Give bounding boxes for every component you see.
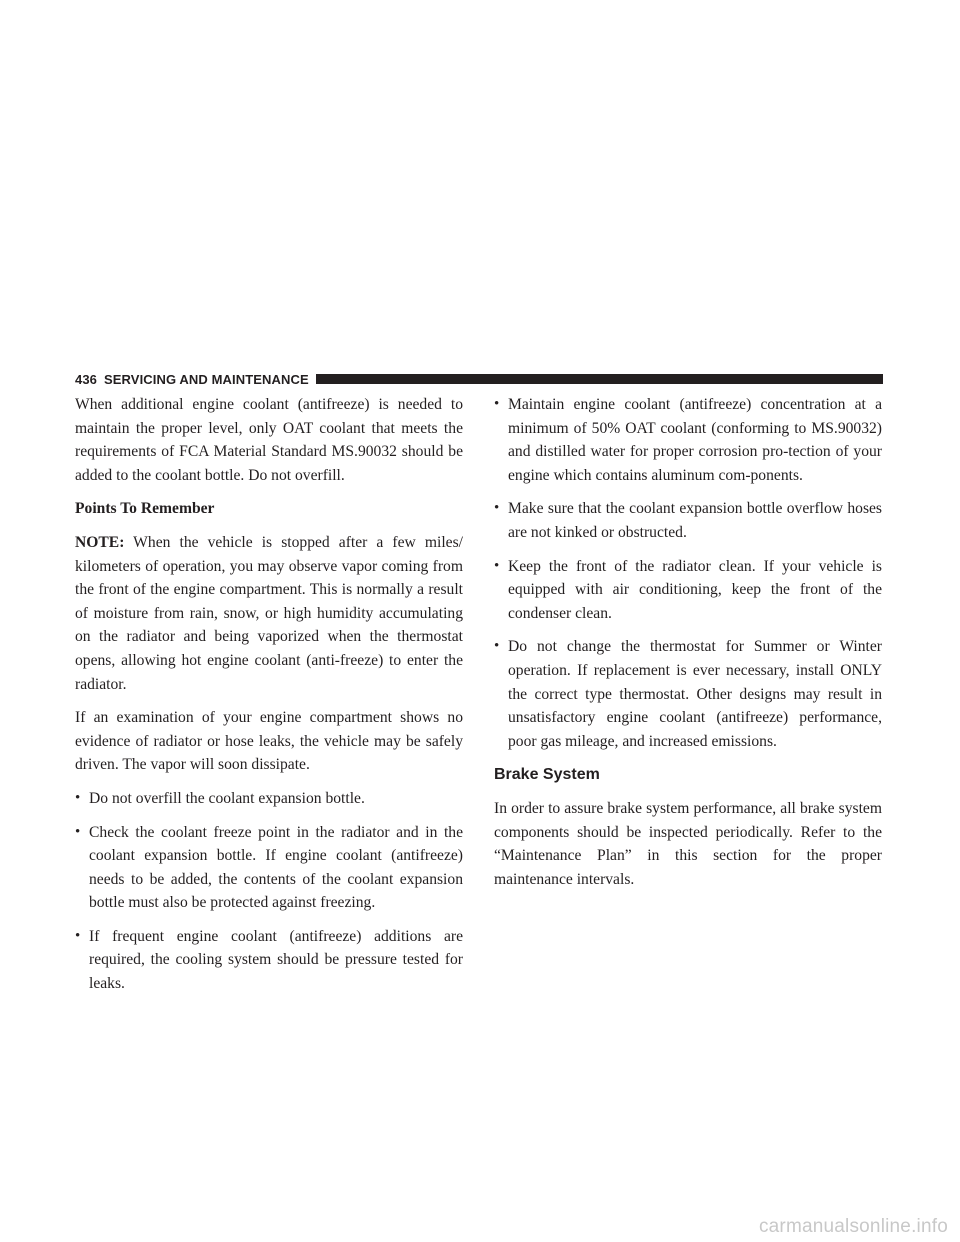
list-item [75,925,463,996]
bullet-icon: • [75,823,81,840]
list-item [75,821,463,915]
page-number: 436 [75,371,97,387]
bullet-icon: • [75,789,81,806]
points-to-remember-heading: Points To Remember [75,500,215,518]
bullet-icon: • [494,638,500,655]
list-item-text: Make sure that the coolant expansion bottle overflow hoses are not kinked or obstructed. [508,500,882,541]
brake-system-heading: Brake System [494,766,600,784]
note-text: When the vehicle is stopped after a few miles/ kilometers of operation, you may observe vapor coming from the front of the engine compartment. This is normally a result of moisture from rain, snow, or high humidity accumulating on the radiator and being vaporized when the thermostat opens, allowing hot engine coolant (anti-freeze) to enter the radiator. [75,533,463,693]
list-item-text: Maintain engine coolant (antifreeze) concentration at a minimum of 50% OAT coolant (conforming to MS.90032) and distilled water for proper corrosion pro-tection of your engine which contains aluminum com-ponents. [508,396,882,484]
list-item-text: Check the coolant freeze point in the radiator and in the coolant expansion bottle. If engine coolant (antifreeze) needs to be added, the contents of the coolant expansion bottle must also be protected against freezing. [89,823,463,912]
intro-paragraph: When additional engine coolant (antifreeze) is needed to maintain the proper level, only OAT coolant that meets the requirements of FCA Material Standard MS.90032 should be added to the coolant bottle. Do not overfill. [75,396,463,484]
brake-system-paragraph: In order to assure brake system performance, all brake system components should be inspected periodically. Refer to the “Maintenance Plan” in this section for the proper maintenance intervals. [494,799,882,888]
section-title: SERVICING AND MAINTENANCE [104,371,309,387]
list-item [494,497,882,544]
note-label: NOTE: [75,533,125,551]
list-item [494,635,882,753]
bullet-icon: • [494,396,500,412]
list-item-text: If frequent engine coolant (antifreeze) additions are required, the cooling system should be pressure tested for leaks. [89,927,463,993]
page-header [75,369,883,389]
list-item-text: Keep the front of the radiator clean. If your vehicle is equipped with air conditioning, keep the front of the condenser clean. [508,557,882,622]
left-column [75,393,463,1006]
right-column [494,393,882,901]
list-item-text: Do not overfill the coolant expansion bottle. [89,789,365,807]
list-item-text: Do not change the thermostat for Summer or Winter operation. If replacement is ever necessary, install ONLY the correct type thermostat. Other designs may result in unsatisfactory engine coolant (antifreeze) performance, poor gas mileage, and increased emissions. [508,638,882,750]
bullet-icon: • [494,557,500,574]
list-item [494,555,882,626]
right-bullet-list [494,393,882,753]
examination-paragraph: If an examination of your engine compartment shows no evidence of radiator or hose leaks, the vehicle may be safely driven. The vapor will soon dissipate. [75,709,463,774]
note-paragraph [75,531,463,696]
left-bullet-list [75,787,463,996]
header-rule [316,374,883,384]
bullet-icon: • [75,927,81,944]
list-item [494,393,882,487]
bullet-icon: • [494,500,500,517]
list-item [75,787,463,811]
watermark: carmanualsonline.info [758,1216,948,1237]
